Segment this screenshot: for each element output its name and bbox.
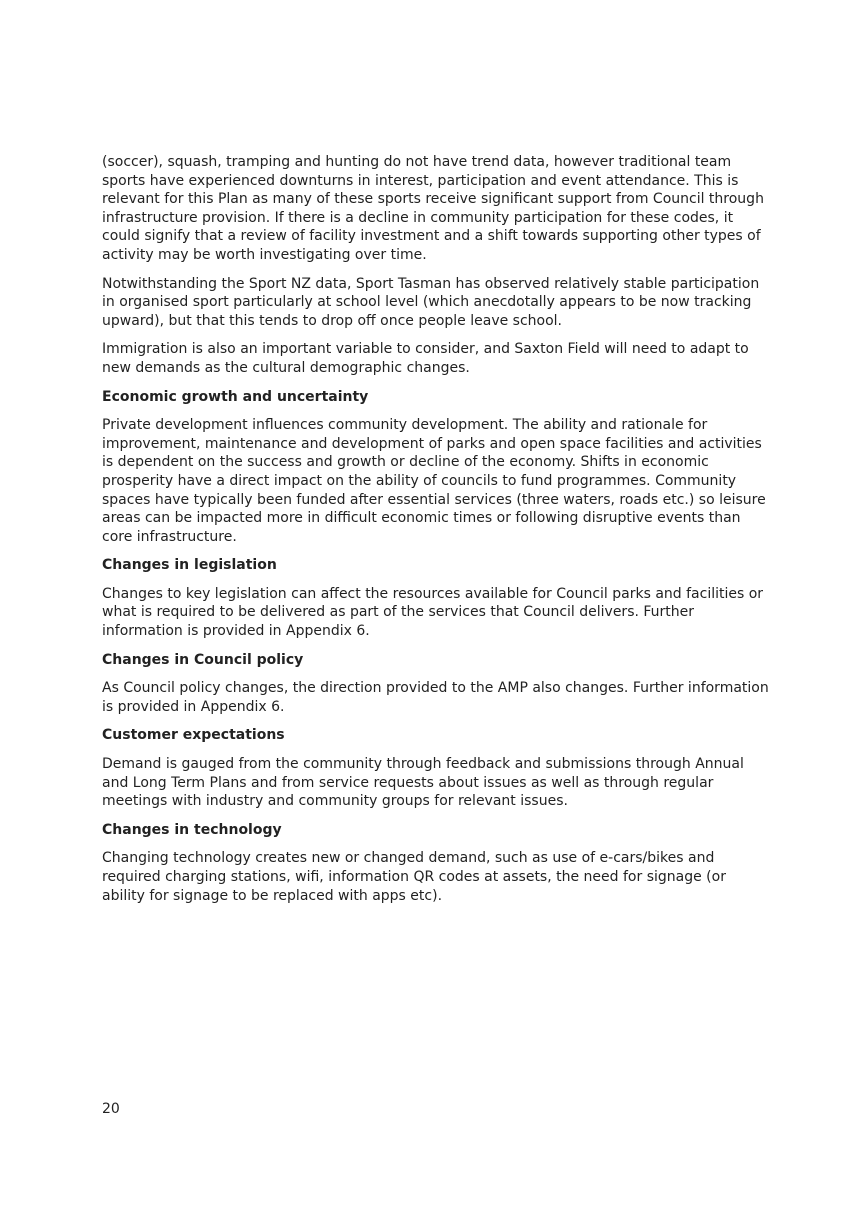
page-number: 20 [102,1101,120,1117]
paragraph-technology: Changing technology creates new or changed demand, such as use of e-cars/bikes and required charging stations, wifi, information QR codes at assets, the need for signage (or ability for signage to be replaced with apps etc). [102,850,726,904]
heading-council-policy: Changes in Council policy [102,651,304,668]
heading-economic-growth: Economic growth and uncertainty [102,388,369,405]
paragraph-sport-participation: Notwithstanding the Sport NZ data, Sport Tasman has observed relatively stable participation in organised sport particularly at school level (which anecdotally appears to be now tracking upward), but that this tends to drop off once people leave school. [102,275,760,329]
heading-customer-expectations: Customer expectations [102,727,285,744]
heading-technology: Changes in technology [102,821,282,838]
paragraph-legislation: Changes to key legislation can affect the resources available for Council parks and facilities or what is required to be delivered as part of the services that Council delivers. Further information is provided in Appendix 6. [102,585,764,640]
paragraph-economic-growth: Private development influences community development. The ability and rationale for improvement, maintenance and development of parks and open space facilities and activities is dependent on the success and growth or decline of the economy. Shifts in economic prosperity have a direct impact on the ability of councils to fund programmes. Community spaces have typically been funded after essential services (three waters, roads etc.) so leisure areas can be impacted more in difficult economic times or following disruptive events than core infrastructure. [102,417,766,545]
paragraph-customer-expectations: Demand is gauged from the community through feedback and submissions through Annual and Long Term Plans and from service requests about issues as well as through regular meetings with industry and community groups for relevant issues. [102,756,744,810]
paragraph-council-policy: As Council policy changes, the direction provided to the AMP also changes. Further information is provided in Appendix 6. [102,680,769,715]
paragraph-sport-trends: (soccer), squash, tramping and hunting do not have trend data, however traditional team sports have experienced downturns in interest, participation and event attendance. This is relevant for this Plan as many of these sports receive significant support from Council through infrastructure provision. If there is a decline in community participation for these codes, it could signify that a review of facility investment and a shift towards supporting other types of activity may be worth investigating over time. [102,154,764,263]
page-content [102,153,770,915]
paragraph-immigration: Immigration is also an important variable to consider, and Saxton Field will need to adapt to new demands as the cultural demographic changes. [102,341,749,376]
heading-legislation: Changes in legislation [102,557,277,574]
